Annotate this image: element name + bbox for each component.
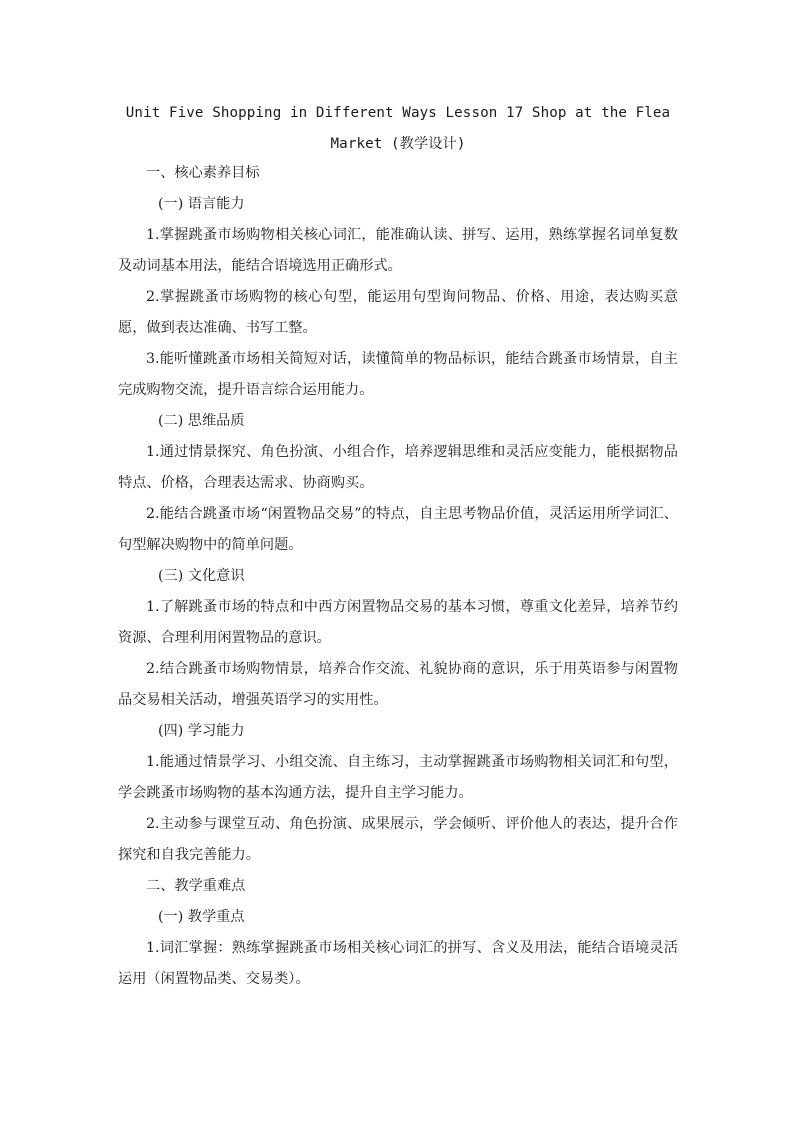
paragraph: 1.能通过情景学习、小组交流、自主练习，主动掌握跳蚤市场购物相关词汇和句型，学会跳蚤市场购物的基本沟通方法，提升自主学习能力。 bbox=[118, 754, 678, 801]
paragraph: 1.词汇掌握：熟练掌握跳蚤市场相关核心词汇的拼写、含义及用法，能结合语境灵活运用（闲置物品类、交易类）。 bbox=[118, 940, 678, 987]
paragraph: 3.能听懂跳蚤市场相关简短对话，读懂简单的物品标识，能结合跳蚤市场情景，自主完成购物交流，提升语言综合运用能力。 bbox=[118, 351, 678, 398]
paragraph: 2.主动参与课堂互动、角色扮演、成果展示，学会倾听、评价他人的表达，提升合作探究和自我完善能力。 bbox=[118, 816, 678, 863]
subsection-heading: (一) 语言能力 bbox=[158, 196, 245, 212]
paragraph: 2.掌握跳蚤市场购物的核心句型，能运用句型询问物品、价格、用途，表达购买意愿，做到表达准确、书写工整。 bbox=[118, 289, 678, 336]
paragraph: 2.结合跳蚤市场购物情景，培养合作交流、礼貌协商的意识，乐于用英语参与闲置物品交易相关活动，增强英语学习的实用性。 bbox=[118, 661, 678, 708]
title-line-1: Unit Five Shopping in Different Ways Lesson 17 Shop at the Flea bbox=[125, 105, 671, 121]
paragraph: 1.掌握跳蚤市场购物相关核心词汇，能准确认读、拼写、运用，熟练掌握名词单复数及动词基本用法，能结合语境选用正确形式。 bbox=[118, 227, 678, 274]
paragraph: 1.通过情景探究、角色扮演、小组合作，培养逻辑思维和灵活应变能力，能根据物品特点、价格，合理表达需求、协商购买。 bbox=[118, 444, 678, 491]
subsection-heading: (三) 文化意识 bbox=[158, 568, 245, 584]
section-heading: 二、教学重难点 bbox=[146, 878, 246, 894]
document-title bbox=[118, 98, 678, 160]
paragraph: 2.能结合跳蚤市场“闲置物品交易”的特点，自主思考物品价值，灵活运用所学词汇、句型解决购物中的简单问题。 bbox=[118, 506, 678, 553]
title-line-2: Market (教学设计) bbox=[330, 136, 466, 152]
subsection-heading: (一) 教学重点 bbox=[158, 909, 245, 925]
section-heading: 一、核心素养目标 bbox=[146, 165, 260, 181]
paragraph: 1.了解跳蚤市场的特点和中西方闲置物品交易的基本习惯，尊重文化差异，培养节约资源、合理利用闲置物品的意识。 bbox=[118, 599, 678, 646]
subsection-heading: (四) 学习能力 bbox=[158, 723, 245, 739]
subsection-heading: (二) 思维品质 bbox=[158, 413, 245, 429]
document-body bbox=[118, 158, 678, 995]
